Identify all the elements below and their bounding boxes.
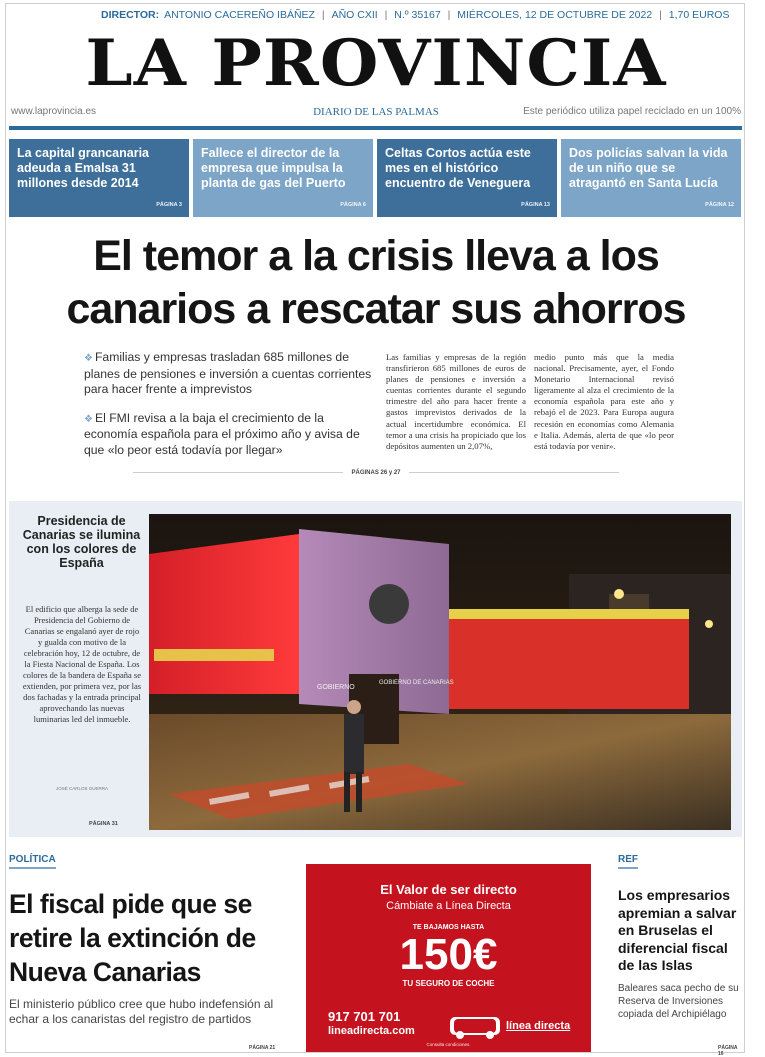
director-label: DIRECTOR: (101, 9, 160, 21)
diamond-bullet-icon: ❖ (84, 353, 93, 364)
teaser-page: PÁGINA 12 (705, 202, 734, 208)
price: 1,70 EUROS (668, 9, 730, 21)
teaser-text: La capital grancanaria adeuda a Emalsa 31 millones desde 2014 (17, 146, 150, 190)
main-story-body-col2: medio punto más que la media nacional. Precisamente, ayer, el Fondo Monetario Internacional revisó ligeramente al alza el crecimiento de la economía española para este año y rebajó el de 2023. Para Europa augura recesión en economías como Alemania e Italia. Además, alerta de que «lo peor está todavía por venir». (534, 352, 674, 451)
politica-page: PÁGINA 21 (249, 1045, 276, 1051)
teaser-text: Dos policías salvan la vida de un niño que se atragantó en Santa Lucía (569, 146, 728, 190)
ad-brand: línea directa (506, 1020, 571, 1032)
teaser-celtas-cortos[interactable] (377, 139, 557, 217)
photo-story (9, 501, 742, 837)
photo-story-page: PÁGINA 31 (89, 821, 118, 827)
ad-offer-label: TE BAJAMOS HASTA (412, 924, 485, 931)
masthead-info-bar: DIRECTOR: ANTONIO CACEREÑO IBÁÑEZ | AÑO CXII | N.º 35167 | MIÉRCOLES, 12 DE OCTUBRE DE 2022 | 1,70 EUROS (101, 9, 730, 21)
ref-page: PÁGINA 16 (718, 1045, 738, 1057)
year: AÑO CXII (331, 9, 378, 21)
ad-website: lineadirecta.com (328, 1025, 415, 1037)
photo-story-title[interactable]: Presidencia de Canarias se ilumina con los colores de España (22, 514, 141, 570)
ad-offer-detail: TU SEGURO DE COCHE (402, 979, 495, 988)
teaser-page: PÁGINA 6 (340, 202, 366, 208)
building-sign: GOBIERNO (317, 684, 355, 691)
ad-subslogan: Cámbiate a Línea Directa (386, 900, 511, 912)
bullet-item (84, 411, 374, 459)
photo-credit: JOSÉ CARLOS GUERRA (55, 786, 108, 791)
ad-phone: 917 701 701 (328, 1009, 401, 1024)
politica-story (9, 849, 299, 1027)
teaser-text: Fallece el director de la empresa que impulsa la planta de gas del Puerto (201, 146, 346, 190)
politica-summary: El ministerio público cree que hubo indefensión al echar a los canaristas del registro de partidos (9, 997, 274, 1026)
main-story-pages: PÁGINAS 26 y 27 (6, 470, 746, 476)
newspaper-subtitle: DIARIO DE LAS PALMAS (313, 106, 439, 118)
red-phone-icon (446, 1009, 504, 1039)
teaser-page: PÁGINA 3 (156, 202, 182, 208)
ref-summary: Baleares saca pecho de su Reserva de Inversiones copiada del Archipiélago (618, 982, 739, 1020)
ad-slogan: El Valor de ser directo (380, 882, 517, 897)
section-label-politica[interactable]: POLÍTICA (9, 854, 56, 869)
teaser-text: Celtas Cortos actúa este mes en el histórico encuentro de Veneguera (385, 146, 531, 190)
website-url[interactable]: www.laprovincia.es (11, 106, 97, 117)
diamond-bullet-icon: ❖ (84, 413, 93, 425)
ad-fine-print: Consulta condiciones. (426, 1042, 471, 1047)
section-label-ref[interactable]: REF (618, 854, 638, 869)
linea-directa-ad[interactable] (306, 864, 591, 1052)
bullet-text: Familias y empresas trasladan 685 millones de planes de pensiones e inversión a cuentas corrientes para hacer frente a imprevistos (84, 350, 372, 396)
main-story-bullets (84, 350, 374, 471)
newspaper-front-page (5, 3, 745, 1057)
bullet-item (84, 350, 374, 398)
director-name: ANTONIO CACEREÑO IBÁÑEZ (164, 9, 315, 21)
presidencia-building-photo (149, 514, 731, 830)
photo-story-body: El edificio que alberga la sede de Presidencia del Gobierno de Canarias se engalanó ayer de rojo y gualda con motivo de la celebración hoy, 12 de octubre, de la Fiesta Nacional de España. Los colores de la bandera de España se extienden, por primera vez, por las dos fachadas y la entrada principal aprovechando las nuevas luminarias led del inmueble. (22, 604, 142, 724)
top-divider (9, 126, 742, 130)
issue-number: N.º 35167 (394, 9, 441, 21)
ref-headline[interactable]: Los empresarios apremian a salvar en Bruselas el diferencial fiscal de las Islas (618, 887, 737, 973)
ref-story (618, 849, 743, 1021)
bullet-text: El FMI revisa a la baja el crecimiento de la economía española para el próximo año y avisa de que «lo peor está todavía por llegar» (84, 410, 360, 457)
building-sign-2: GOBIERNO DE CANARIAS (379, 680, 454, 686)
recycled-paper-note: Este periódico utiliza papel reciclado en un 100% (523, 106, 741, 117)
newspaper-logo: LA PROVINCIA (85, 26, 667, 101)
politica-headline[interactable]: El fiscal pide que se retire la extinción de Nueva Canarias (9, 889, 256, 987)
teaser-row (9, 139, 742, 217)
main-headline[interactable]: El temor a la crisis lleva a los canarios a rescatar sus ahorros (66, 232, 686, 333)
date: MIÉRCOLES, 12 DE OCTUBRE DE 2022 (457, 9, 653, 21)
ad-amount: 150€ (399, 930, 498, 979)
teaser-gas-plant[interactable] (193, 139, 373, 217)
teaser-page: PÁGINA 13 (521, 202, 550, 208)
teaser-emalsa[interactable] (9, 139, 189, 217)
teaser-police-rescue[interactable] (561, 139, 741, 217)
main-story-body-col1: Las familias y empresas de la región transfirieron 685 millones de euros de planes de pensiones e inversión a cuentas corrientes durante el segundo trimestre del año para hacer frente a gastos imprevistos derivados de la actual incertidumbre económica. El temor a una crisis ha propiciado que los depósitos aumenten un 2,07%, (386, 352, 526, 451)
